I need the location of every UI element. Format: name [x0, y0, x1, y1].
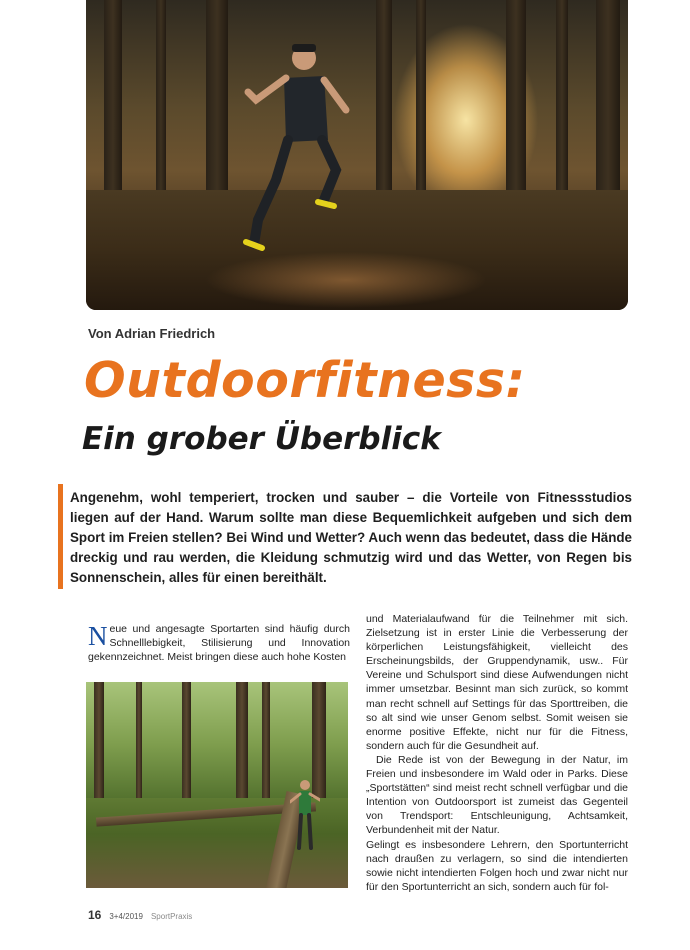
body-paragraph-1-right: und Materialaufwand für die Teilnehmer mit sich. Zielsetzung ist in erster Linie die Verbesserung der körperlichen Leistungsfähigkeit, vielleicht des Erscheinungsbilds, der Gruppendynamik, usw.. Für Vereine und Schulsport sind diese Aufwendungen nicht immer umsetzbar. Besinnt man sich zurück, so kommt man recht schnell auf Settings für das Sporttreiben, die so alt sind wie unser Genom selbst. Somit weisen sie enorme positive Effekte, nicht nur für die Fitness, sondern auch für die Gesundheit auf. — [366, 613, 628, 752]
body-paragraph-3: Gelingt es insbesondere Lehrern, den Sportunterricht nach draußen zu verlagern, so sind die intendierten sowie nicht intendierten Folgen hoch und zwar nicht nur für den Sportunterricht an sich, sondern auch für fol- — [366, 838, 628, 893]
person-figure — [290, 778, 320, 858]
intro-accent-bar — [58, 484, 63, 589]
body-paragraph-2: Die Rede ist von der Bewegung in der Natur, im Freien und insbesondere im Wald oder in Parks. Diese „Sportstätten“ sind meist recht schnell verfügbar und die Intention von Outdoorsport ist zumeist das Gegenteil von Trendsport: Entschleunigung, Achtsamkeit, Verbundenheit mit der Natur. — [366, 753, 628, 837]
body-column-right — [366, 612, 628, 894]
magazine-name: SportPraxis — [150, 912, 193, 921]
article-byline: Von Adrian Friedrich — [88, 326, 216, 341]
runner-figure — [236, 30, 356, 260]
hero-photo-trail-runner — [86, 0, 628, 310]
forest-log-balance-photo — [86, 682, 348, 888]
article-subtitle: Ein grober Überblick — [82, 421, 441, 457]
body-paragraph-1-left: eue und angesagte Sportarten sind häufig durch Schnelllebigkeit, Stilisierung und Innovation gekennzeichnet. Meist bringen diese auch hohe Kosten — [88, 623, 350, 664]
page-footer — [88, 908, 192, 922]
dropcap: N — [88, 621, 108, 651]
article-intro: Angenehm, wohl temperiert, trocken und sauber – die Vorteile von Fitnessstudios liegen auf der Hand. Warum sollte man diese Bequemlichkeit aufgeben und sich dem Sport im Freien stellen? Bei Wind und Wetter? Auch wenn das bedeutet, dass die Hände dreckig und rau werden, die Kleidung schmutzig wird und das Wetter, von Regen bis Sonnenschein, alles für einen bereithält. — [70, 490, 632, 585]
article-title: Outdoorfitness: — [84, 352, 526, 409]
body-column-left — [88, 622, 350, 670]
page-number: 16 — [88, 908, 102, 922]
issue-number: 3+4/2019 — [109, 912, 143, 921]
